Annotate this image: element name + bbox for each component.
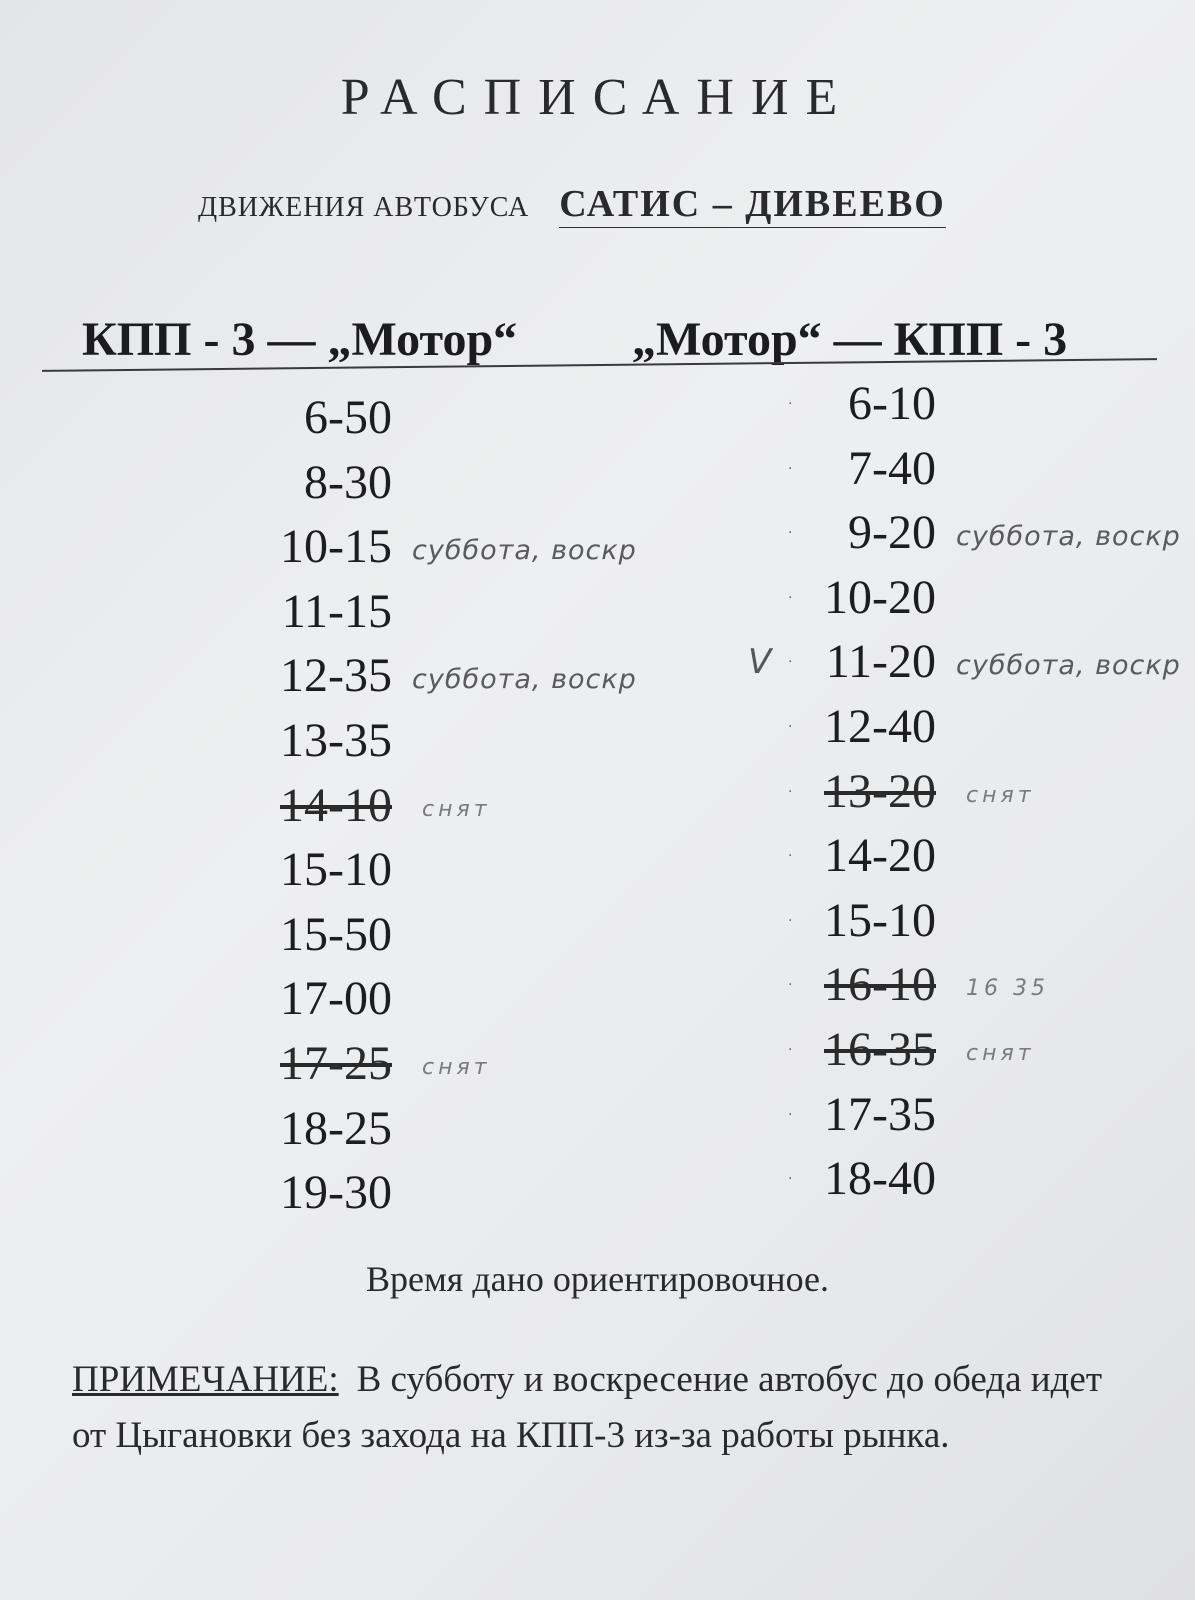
handwritten-note: снят	[422, 1054, 491, 1080]
handwritten-note: суббота, воскр	[956, 650, 1181, 682]
pencil-dot-mark: ·	[788, 977, 793, 994]
right-time-row	[788, 1083, 936, 1148]
remark-text: В субботу и воскресение автобус до обеда идет от Цыгановки без захода на КПП-3 из-за работы рынка.	[72, 1359, 1102, 1456]
left-time-row	[262, 1097, 392, 1162]
right-times-column	[748, 372, 1181, 1212]
right-time-row	[788, 953, 1049, 1018]
pencil-dot-mark: ·	[788, 654, 793, 671]
departure-time: 13-35	[280, 713, 392, 767]
handwritten-note: снят	[966, 1040, 1035, 1066]
departure-time: 10-20	[824, 570, 936, 624]
departure-time: 15-10	[824, 893, 936, 947]
right-time-row	[748, 630, 1181, 695]
left-time-row	[262, 386, 392, 451]
remark-label: ПРИМЕЧАНИЕ:	[72, 1359, 339, 1400]
pencil-dot-mark: ·	[788, 1041, 793, 1058]
left-time-row	[262, 644, 637, 709]
subtitle-prefix: ДВИЖЕНИЯ АВТОБУСА	[198, 192, 530, 223]
approximate-time-note: Время дано ориентировочное.	[365, 1259, 829, 1299]
handwritten-note: суббота, воскр	[956, 521, 1181, 553]
departure-time: 11-20	[825, 635, 936, 689]
pencil-dot-mark: ·	[788, 912, 793, 929]
right-time-row	[788, 437, 936, 502]
right-time-row	[788, 760, 1035, 825]
cancelled-departure-time: 16-10	[824, 958, 936, 1012]
departure-time: 11-15	[281, 584, 392, 638]
left-column-header: КПП - 3 — „Мотор“	[82, 313, 518, 366]
departure-time: 15-50	[280, 907, 392, 961]
right-time-row	[788, 566, 936, 631]
left-time-row	[262, 774, 491, 839]
departure-time: 6-10	[848, 377, 936, 430]
departure-time: 15-10	[280, 843, 392, 897]
right-time-row	[788, 372, 936, 437]
left-time-row	[262, 1161, 392, 1226]
cancelled-departure-time: 14-10	[280, 778, 392, 832]
right-time-row	[788, 889, 936, 954]
pencil-dot-mark: ·	[788, 460, 793, 477]
handwritten-note: суббота, воскр	[412, 535, 637, 567]
remark-block	[72, 1352, 1102, 1464]
right-column-header: „Мотор“ — КПП - 3	[632, 313, 1068, 366]
pencil-dot-mark: ·	[788, 525, 793, 542]
departure-time: 19-30	[280, 1166, 392, 1220]
departure-time: 6-50	[304, 391, 392, 444]
left-time-row	[262, 580, 392, 645]
handwritten-note: 16 35	[966, 976, 1049, 1002]
schedule-title: РАСПИСАНИЕ	[340, 69, 855, 126]
departure-time: 12-40	[824, 699, 936, 753]
left-time-row	[262, 451, 392, 516]
right-time-row	[788, 1018, 1035, 1083]
departure-time: 10-15	[280, 520, 392, 574]
departure-time: 17-00	[280, 972, 392, 1026]
pencil-dot-mark: ·	[788, 589, 793, 606]
departure-time: 9-20	[848, 506, 936, 560]
right-time-row	[788, 824, 936, 889]
pencil-dot-mark: ·	[788, 396, 793, 412]
departure-time: 14-20	[824, 829, 936, 883]
route-name: САТИС – ДИВЕЕВО	[559, 183, 946, 228]
pencil-dot-mark: ·	[788, 1106, 793, 1123]
departure-time: 18-25	[280, 1101, 392, 1155]
departure-time: 7-40	[848, 441, 936, 495]
left-time-row	[262, 709, 392, 774]
left-time-row	[262, 1032, 491, 1097]
left-time-row	[262, 515, 637, 580]
left-time-row	[262, 903, 392, 968]
departure-time: 12-35	[280, 649, 392, 703]
cancelled-departure-time: 13-20	[824, 764, 936, 818]
right-time-row	[788, 1147, 936, 1212]
pencil-dot-mark: ·	[788, 1171, 793, 1188]
left-time-row	[262, 967, 392, 1032]
right-time-row	[788, 695, 936, 760]
handwritten-check-mark: V	[748, 642, 772, 683]
handwritten-note: снят	[422, 796, 491, 822]
cancelled-departure-time: 16-35	[824, 1022, 936, 1076]
handwritten-note: суббота, воскр	[412, 664, 637, 696]
pencil-dot-mark: ·	[788, 718, 793, 735]
cancelled-departure-time: 17-25	[280, 1036, 392, 1090]
left-times-column	[262, 386, 637, 1226]
pencil-dot-mark: ·	[788, 848, 793, 865]
departure-time: 17-35	[824, 1087, 936, 1141]
departure-time: 8-30	[304, 455, 392, 509]
handwritten-note: снят	[966, 782, 1035, 808]
departure-time: 18-40	[824, 1152, 936, 1206]
pencil-dot-mark: ·	[788, 783, 793, 800]
right-time-row	[788, 501, 1181, 566]
schedule-subtitle	[198, 182, 946, 226]
left-time-row	[262, 838, 392, 903]
